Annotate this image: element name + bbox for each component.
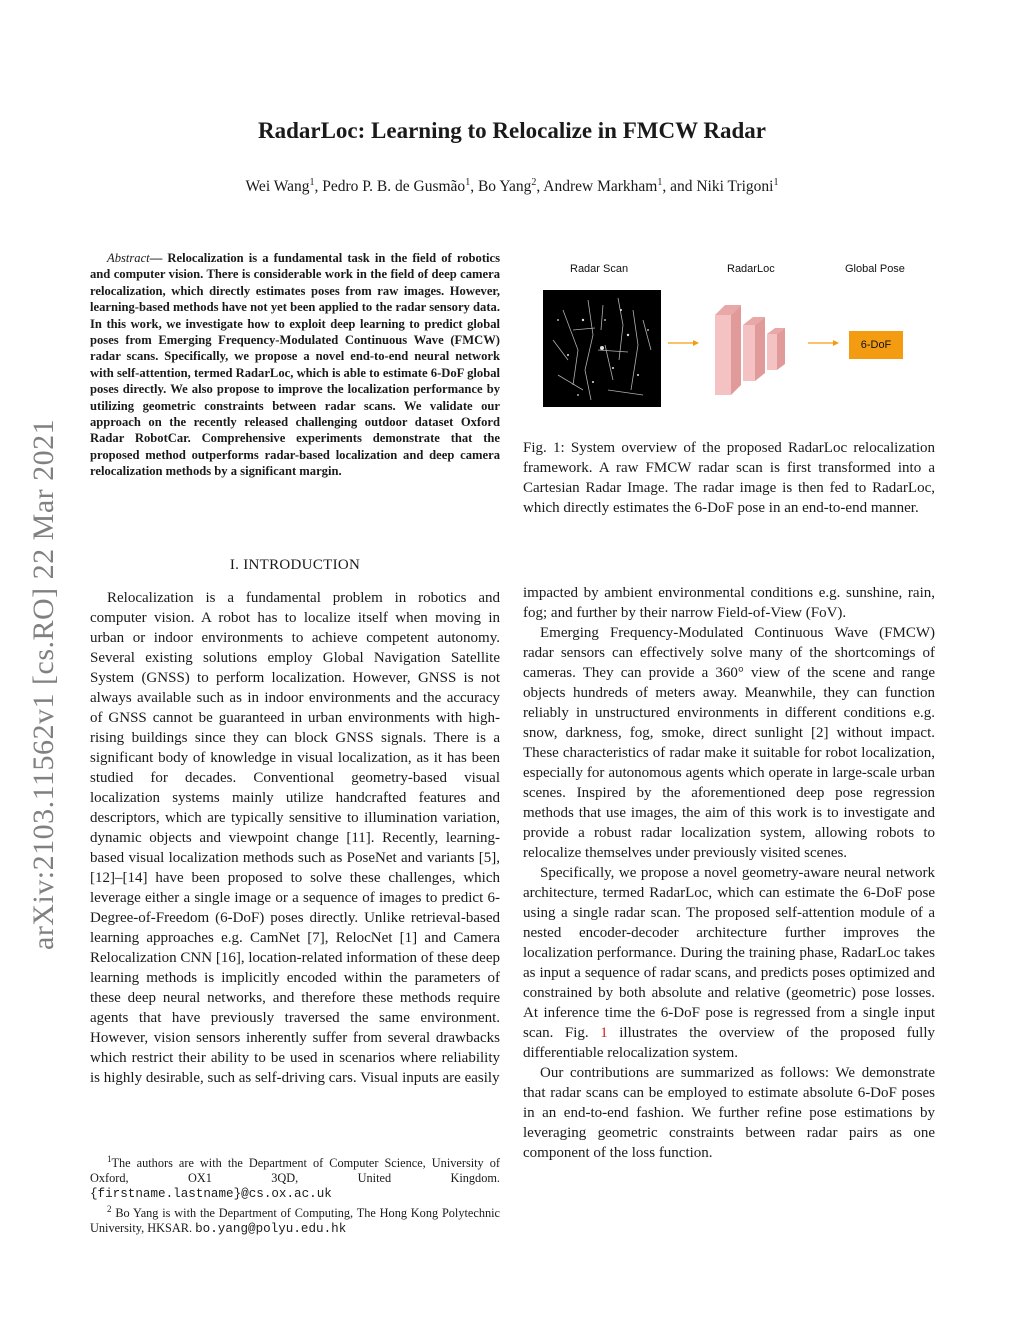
arrow-scan-to-net bbox=[668, 340, 699, 346]
author-affiliation: 1 bbox=[657, 177, 663, 188]
paragraph: impacted by ambient environmental conditions e.g. sunshine, rain, fog; and further by their narrow Field-of-View (FoV). bbox=[523, 585, 935, 621]
figure-label-global-pose: Global Pose bbox=[845, 263, 905, 275]
abstract-label: Abstract bbox=[107, 251, 150, 265]
paper-title: RadarLoc: Learning to Relocalize in FMCW Radar bbox=[257, 118, 767, 143]
footnote-text: Bo Yang is with the Department of Computing, The Hong Kong Polytechnic University, HKSAR. bbox=[90, 1206, 500, 1235]
figure-label-radarloc: RadarLoc bbox=[727, 263, 775, 275]
author: Bo Yang bbox=[477, 178, 532, 195]
footnote-email: bo.yang@polyu.edu.hk bbox=[195, 1222, 347, 1236]
author-list: Wei Wang$^1$, Pedro P. B. de Gusmão$^1$, Bo Yang$^2$, Andrew Markham$^1$, and Niki Trigoni$^1$ bbox=[245, 177, 779, 195]
arrow-net-to-pose bbox=[808, 340, 839, 346]
network-blocks bbox=[715, 305, 785, 395]
footnote-marker: 2 bbox=[107, 1204, 112, 1214]
footnote-email: {firstname.lastname}@cs.ox.ac.uk bbox=[90, 1187, 332, 1201]
author: and Niki Trigoni bbox=[670, 178, 774, 195]
footnotes bbox=[90, 1152, 500, 1237]
intro-left-column bbox=[90, 588, 500, 1088]
paragraph: Emerging Frequency-Modulated Continuous Wave (FMCW) radar sensors can effectively solve many of the shortcomings of cameras. They can provide a 360° view of the scene and range objects hundreds of meters away. Meanwhile, they can function reliably in unstructured environments in different conditions e.g. snow, darkness, fog, smoke, direct sunlight [2] without impact. These characteristics of radar make it suitable for robot localization, especially for autonomous agents which operate in large-scale urban scenes. Inspired by the aforementioned deep pose regression methods that use images, the aim of this work is to investigate and provide a robust radar localization system, allowing robots to relocalize themselves under previously visited scenes. bbox=[523, 625, 935, 861]
paragraph bbox=[523, 863, 935, 1063]
intro-right-column bbox=[523, 583, 935, 1163]
author: Pedro P. B. de Gusmão bbox=[322, 178, 466, 195]
author-affiliation: 1 bbox=[309, 177, 315, 188]
author-affiliation: 1 bbox=[773, 177, 779, 188]
author: Wei Wang bbox=[245, 178, 310, 195]
output-6dof-box: 6-DoF bbox=[849, 331, 903, 359]
arxiv-identifier: arXiv:2103.11562v1 [cs.RO] 22 Mar 2021 bbox=[27, 418, 60, 950]
footnote-1 bbox=[90, 1152, 500, 1202]
author-affiliation: 2 bbox=[531, 177, 537, 188]
section-heading: I. INTRODUCTION bbox=[229, 557, 361, 573]
footnote-marker: 1 bbox=[107, 1154, 112, 1164]
paragraph: Relocalization is a fundamental problem in robotics and computer vision. A robot has to localize itself when moving in urban or indoor environments to achieve competent autonomy. Several existing solutions employ Global Navigation Satellite System (GNSS) to perform localization. However, GNSS is not always available such as in indoor environments and the accuracy of GNSS cannot be guaranteed in urban environments with high-rising buildings since they can block GNSS signals. There is a significant body of knowledge in visual localization, as it has been studied for decades. Conventional geometry-based visual localization systems mainly utilize handcrafted features and descriptors, which are typically sensitive to illumination variation, dynamic objects and viewpoint change [11]. Recently, learning-based visual localization methods such as PoseNet and variants [5], [12]–[14] have been proposed to solve these challenges, which leverage either a single image or a sequence of images to predict 6-Degree-of-Freedom (6-DoF) poses directly. Unlike retrieval-based learning approaches e.g. CamNet [7], RelocNet [1] and Camera Relocalization CNN [16], location-related information of these deep learning methods is implicitly encoded within the parameters of these deep neural networks, and therefore these methods require agents that have previously traversed the same environment. However, vision sensors inherently suffer from several drawbacks which restrict their ability to be used in scenarios where reliability is highly desirable, such as self-driving cars. Visual inputs are easily bbox=[90, 590, 500, 1086]
paragraph-text: illustrates the overview of the proposed fully differentiable relocalization system. bbox=[523, 1025, 935, 1061]
figure-reference-link[interactable]: 1 bbox=[600, 1025, 608, 1041]
abstract-text: — Relocalization is a fundamental task in the field of robotics and computer vision. There is considerable work in the field of deep camera relocalization, which directly estimates poses from raw images. However, learning-based methods have not yet been applied to the radar sensory data. In this work, we investigate how to exploit deep learning to predict global poses from Emerging Frequency-Modulated Continuous Wave (FMCW) radar scans. Specifically, we propose a novel end-to-end neural network with self-attention, termed RadarLoc, which is able to estimate 6-DoF global poses directly. We also propose to improve the localization performance by utilizing geometric constraints between radar scans. We validate our approach on the recently released challenging outdoor dataset Oxford Radar RobotCar. Comprehensive experiments demonstrate that the proposed method outperforms radar-based localization and deep camera relocalization methods by a significant margin. bbox=[90, 251, 500, 479]
footnote-2 bbox=[90, 1202, 500, 1237]
paragraph: Our contributions are summarized as follows: We demonstrate that radar scans can be employed to estimate absolute 6-DoF poses in an end-to-end fashion. We further refine pose estimations by leveraging geometric constraints between radar pairs as one component of the loss function. bbox=[523, 1065, 935, 1161]
author-affiliation: 1 bbox=[465, 177, 471, 188]
abstract bbox=[90, 250, 500, 480]
figure-caption: Fig. 1: System overview of the proposed RadarLoc relocalization framework. A raw FMCW radar scan is first transformed into a Cartesian Radar Image. The radar image is then fed to RadarLoc, which directly estimates the 6-DoF pose in an end-to-end manner. bbox=[523, 440, 935, 516]
paragraph-text: Specifically, we propose a novel geometry-aware neural network architecture, termed RadarLoc, which can estimate the 6-DoF pose using a single radar scan. The proposed self-attention module of a nested encoder-decoder architecture further improves the localization performance. During the training phase, RadarLoc takes as input a sequence of radar scans, and predicts poses optimized and constrained by both absolute and relative (geometric) pose losses. At inference time the 6-DoF pose is regressed from a single input scan. Fig. bbox=[523, 865, 935, 1041]
figure-1 bbox=[523, 258, 935, 418]
figure-label-radar-scan: Radar Scan bbox=[570, 263, 629, 275]
author: Andrew Markham bbox=[543, 178, 658, 195]
footnote-text: The authors are with the Department of Computer Science, University of Oxford, OX1 3QD, United Kingdom. bbox=[90, 1156, 500, 1185]
